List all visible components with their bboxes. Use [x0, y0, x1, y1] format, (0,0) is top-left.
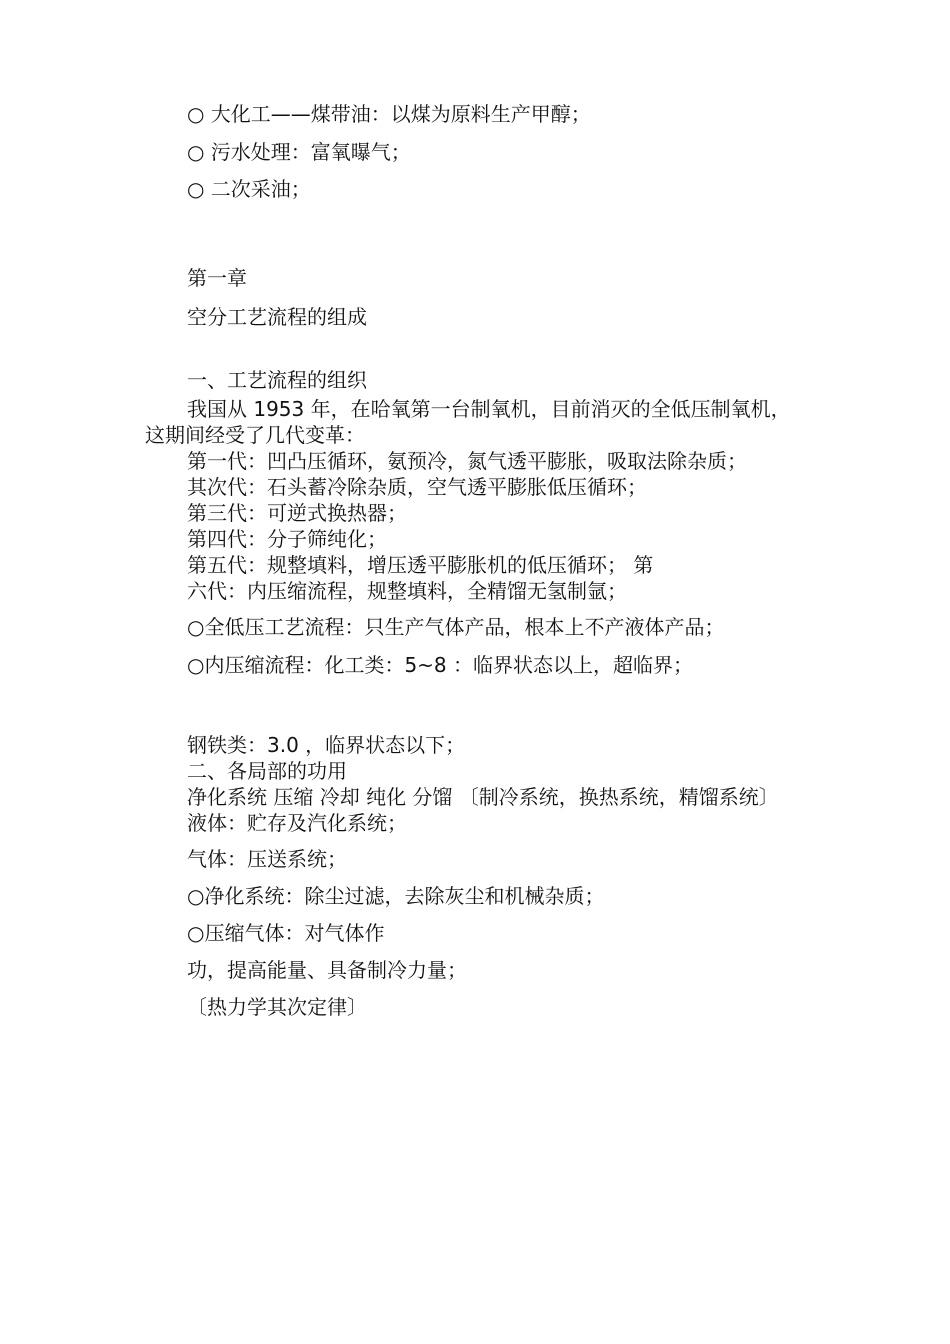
work-line: 功，提高能量、具备制冷力量； — [187, 958, 467, 982]
bullet-oil-recovery: ○ 二次采油； — [187, 177, 311, 201]
generation-4: 第四代：分子筛纯化； — [187, 527, 387, 551]
liquid-line: 液体：贮存及汽化系统； — [187, 811, 407, 835]
gas-line: 气体：压送系统； — [187, 847, 347, 871]
bullet-internal-compression: ○内压缩流程：化工类：5~8 ：临界状态以上，超临界； — [187, 653, 694, 677]
chapter-label: 第一章 — [187, 266, 247, 290]
generation-6: 六代：内压缩流程，规整填料，全精馏无氢制氩； — [187, 579, 627, 603]
generation-2: 其次代：石头蓄冷除杂质，空气透平膨胀低压循环； — [187, 475, 647, 499]
bullet-low-pressure-process: ○全低压工艺流程：只生产气体产品，根本上不产液体产品； — [187, 615, 725, 639]
section-heading-functions: 二、各局部的功用 — [187, 759, 347, 783]
generation-3: 第三代：可逆式换热器； — [187, 501, 407, 525]
chapter-title: 空分工艺流程的组成 — [187, 305, 367, 329]
generation-1: 第一代：凹凸压循环，氨预冷，氮气透平膨胀，吸取法除杂质； — [187, 449, 747, 473]
systems-line: 净化系统 压缩 冷却 纯化 分馏 〔制冷系统，换热系统，精馏系统〕 — [187, 785, 779, 809]
intro-line: 我国从 1953 年，在哈氧第一台制氧机，目前消灭的全低压制氧机， — [187, 397, 791, 421]
bullet-coal-chemical: ○ 大化工——煤带油：以煤为原料生产甲醇； — [187, 102, 591, 126]
steel-line: 钢铁类：3.0 ，临界状态以下； — [187, 733, 466, 757]
section-heading-process: 一、工艺流程的组织 — [187, 368, 367, 392]
bullet-wastewater: ○ 污水处理：富氧曝气； — [187, 140, 411, 164]
bullet-compression: ○压缩气体：对气体作 — [187, 921, 385, 945]
thermodynamics-line: 〔热力学其次定律〕 — [187, 995, 367, 1019]
intro-line-continued: 这期间经受了几代变革： — [145, 423, 365, 447]
generation-5: 第五代：规整填料，增压透平膨胀机的低压循环； 第 — [187, 553, 654, 577]
bullet-purification: ○净化系统：除尘过滤，去除灰尘和机械杂质； — [187, 884, 605, 908]
